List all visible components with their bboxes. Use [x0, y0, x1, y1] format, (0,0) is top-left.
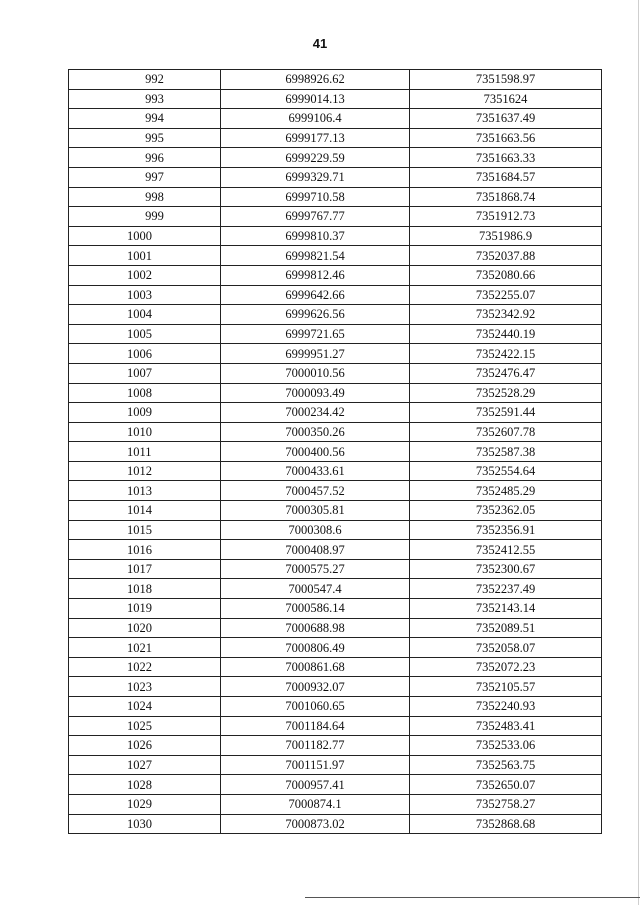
- x-coordinate-cell: 7000305.81: [221, 501, 410, 521]
- point-number-cell: 1009: [69, 403, 221, 423]
- table-row: [69, 579, 602, 599]
- y-coordinate-cell: 7351624: [410, 89, 602, 109]
- x-coordinate-cell: 6999626.56: [221, 305, 410, 325]
- x-coordinate-cell: 7000547.4: [221, 579, 410, 599]
- x-coordinate-cell: 7001184.64: [221, 716, 410, 736]
- y-coordinate-cell: 7352533.06: [410, 736, 602, 756]
- point-number-cell: 1028: [69, 775, 221, 795]
- table-row: [69, 207, 602, 227]
- table-row: [69, 167, 602, 187]
- table-row: [69, 794, 602, 814]
- x-coordinate-cell: 7000932.07: [221, 677, 410, 697]
- x-coordinate-cell: 6999821.54: [221, 246, 410, 266]
- y-coordinate-cell: 7352587.38: [410, 442, 602, 462]
- table-row: [69, 324, 602, 344]
- y-coordinate-cell: 7352255.07: [410, 285, 602, 305]
- point-number-cell: 1012: [69, 461, 221, 481]
- table-row: [69, 403, 602, 423]
- y-coordinate-cell: 7352143.14: [410, 599, 602, 619]
- x-coordinate-cell: 7000874.1: [221, 794, 410, 814]
- point-number-cell: 1029: [69, 794, 221, 814]
- table-row: [69, 814, 602, 834]
- point-number-cell: 993: [69, 89, 221, 109]
- point-number-cell: 1001: [69, 246, 221, 266]
- x-coordinate-cell: 6999951.27: [221, 344, 410, 364]
- y-coordinate-cell: 7352058.07: [410, 638, 602, 658]
- point-number-cell: 999: [69, 207, 221, 227]
- y-coordinate-cell: 7352440.19: [410, 324, 602, 344]
- point-number-cell: 1000: [69, 226, 221, 246]
- table-row: [69, 716, 602, 736]
- point-number-cell: 1030: [69, 814, 221, 834]
- point-number-cell: 1003: [69, 285, 221, 305]
- y-coordinate-cell: 7352072.23: [410, 657, 602, 677]
- y-coordinate-cell: 7351598.97: [410, 70, 602, 90]
- y-coordinate-cell: 7352483.41: [410, 716, 602, 736]
- x-coordinate-cell: 7000433.61: [221, 461, 410, 481]
- point-number-cell: 1007: [69, 363, 221, 383]
- y-coordinate-cell: 7351684.57: [410, 167, 602, 187]
- point-number-cell: 996: [69, 148, 221, 168]
- y-coordinate-cell: 7351663.56: [410, 128, 602, 148]
- x-coordinate-cell: 7001060.65: [221, 697, 410, 717]
- bottom-rule: [305, 897, 640, 898]
- x-coordinate-cell: 7000350.26: [221, 422, 410, 442]
- y-coordinate-cell: 7352037.88: [410, 246, 602, 266]
- y-coordinate-cell: 7352080.66: [410, 265, 602, 285]
- table-row: [69, 677, 602, 697]
- page-edge: [638, 0, 639, 905]
- x-coordinate-cell: 6999810.37: [221, 226, 410, 246]
- y-coordinate-cell: 7352528.29: [410, 383, 602, 403]
- point-number-cell: 1019: [69, 599, 221, 619]
- table-row: [69, 599, 602, 619]
- point-number-cell: 1002: [69, 265, 221, 285]
- table-row: [69, 442, 602, 462]
- y-coordinate-cell: 7352422.15: [410, 344, 602, 364]
- table-row: [69, 109, 602, 129]
- y-coordinate-cell: 7352554.64: [410, 461, 602, 481]
- x-coordinate-cell: 6999014.13: [221, 89, 410, 109]
- y-coordinate-cell: 7352237.49: [410, 579, 602, 599]
- x-coordinate-cell: 6999721.65: [221, 324, 410, 344]
- point-number-cell: 1011: [69, 442, 221, 462]
- point-number-cell: 1018: [69, 579, 221, 599]
- table-row: [69, 422, 602, 442]
- table-row: [69, 755, 602, 775]
- x-coordinate-cell: 6999642.66: [221, 285, 410, 305]
- x-coordinate-cell: 7000806.49: [221, 638, 410, 658]
- point-number-cell: 1017: [69, 559, 221, 579]
- point-number-cell: 1013: [69, 481, 221, 501]
- point-number-cell: 1016: [69, 540, 221, 560]
- point-number-cell: 1020: [69, 618, 221, 638]
- table-row: [69, 363, 602, 383]
- table-row: [69, 559, 602, 579]
- point-number-cell: 1025: [69, 716, 221, 736]
- point-number-cell: 1015: [69, 520, 221, 540]
- y-coordinate-cell: 7352868.68: [410, 814, 602, 834]
- x-coordinate-cell: 7000586.14: [221, 599, 410, 619]
- x-coordinate-cell: 7000688.98: [221, 618, 410, 638]
- table-row: [69, 481, 602, 501]
- x-coordinate-cell: 7000873.02: [221, 814, 410, 834]
- y-coordinate-cell: 7352591.44: [410, 403, 602, 423]
- x-coordinate-cell: 7000234.42: [221, 403, 410, 423]
- table-row: [69, 540, 602, 560]
- x-coordinate-cell: 7000308.6: [221, 520, 410, 540]
- y-coordinate-cell: 7352650.07: [410, 775, 602, 795]
- table-row: [69, 618, 602, 638]
- y-coordinate-cell: 7352342.92: [410, 305, 602, 325]
- x-coordinate-cell: 6999767.77: [221, 207, 410, 227]
- table-row: [69, 344, 602, 364]
- y-coordinate-cell: 7352563.75: [410, 755, 602, 775]
- x-coordinate-cell: 6999229.59: [221, 148, 410, 168]
- y-coordinate-cell: 7352356.91: [410, 520, 602, 540]
- page-number: 41: [312, 36, 328, 51]
- table-row: [69, 285, 602, 305]
- table-row: [69, 265, 602, 285]
- x-coordinate-cell: 6999329.71: [221, 167, 410, 187]
- y-coordinate-cell: 7351637.49: [410, 109, 602, 129]
- y-coordinate-cell: 7351986.9: [410, 226, 602, 246]
- x-coordinate-cell: 6999710.58: [221, 187, 410, 207]
- y-coordinate-cell: 7352485.29: [410, 481, 602, 501]
- table-row: [69, 305, 602, 325]
- table-row: [69, 89, 602, 109]
- x-coordinate-cell: 7001182.77: [221, 736, 410, 756]
- table-row: [69, 501, 602, 521]
- x-coordinate-cell: 6999812.46: [221, 265, 410, 285]
- table-row: [69, 520, 602, 540]
- point-number-cell: 1026: [69, 736, 221, 756]
- table-row: [69, 128, 602, 148]
- table-row: [69, 638, 602, 658]
- x-coordinate-cell: 7000093.49: [221, 383, 410, 403]
- x-coordinate-cell: 7000010.56: [221, 363, 410, 383]
- point-number-cell: 1005: [69, 324, 221, 344]
- x-coordinate-cell: 6999106.4: [221, 109, 410, 129]
- point-number-cell: 1004: [69, 305, 221, 325]
- point-number-cell: 1006: [69, 344, 221, 364]
- coordinates-table-body: [69, 70, 602, 834]
- x-coordinate-cell: 7000400.56: [221, 442, 410, 462]
- y-coordinate-cell: 7352089.51: [410, 618, 602, 638]
- y-coordinate-cell: 7351912.73: [410, 207, 602, 227]
- table-row: [69, 383, 602, 403]
- y-coordinate-cell: 7352300.67: [410, 559, 602, 579]
- point-number-cell: 992: [69, 70, 221, 90]
- point-number-cell: 1008: [69, 383, 221, 403]
- y-coordinate-cell: 7351868.74: [410, 187, 602, 207]
- table-row: [69, 775, 602, 795]
- x-coordinate-cell: 6998926.62: [221, 70, 410, 90]
- y-coordinate-cell: 7351663.33: [410, 148, 602, 168]
- point-number-cell: 994: [69, 109, 221, 129]
- x-coordinate-cell: 7000575.27: [221, 559, 410, 579]
- coordinates-table: [68, 69, 602, 834]
- point-number-cell: 1027: [69, 755, 221, 775]
- y-coordinate-cell: 7352758.27: [410, 794, 602, 814]
- y-coordinate-cell: 7352476.47: [410, 363, 602, 383]
- y-coordinate-cell: 7352607.78: [410, 422, 602, 442]
- x-coordinate-cell: 7000457.52: [221, 481, 410, 501]
- x-coordinate-cell: 7001151.97: [221, 755, 410, 775]
- x-coordinate-cell: 7000957.41: [221, 775, 410, 795]
- table-row: [69, 187, 602, 207]
- table-row: [69, 697, 602, 717]
- point-number-cell: 997: [69, 167, 221, 187]
- y-coordinate-cell: 7352105.57: [410, 677, 602, 697]
- point-number-cell: 1024: [69, 697, 221, 717]
- table-row: [69, 246, 602, 266]
- point-number-cell: 1022: [69, 657, 221, 677]
- y-coordinate-cell: 7352412.55: [410, 540, 602, 560]
- table-row: [69, 736, 602, 756]
- point-number-cell: 1010: [69, 422, 221, 442]
- y-coordinate-cell: 7352240.93: [410, 697, 602, 717]
- point-number-cell: 1021: [69, 638, 221, 658]
- table-row: [69, 461, 602, 481]
- point-number-cell: 995: [69, 128, 221, 148]
- x-coordinate-cell: 7000408.97: [221, 540, 410, 560]
- x-coordinate-cell: 7000861.68: [221, 657, 410, 677]
- table-row: [69, 148, 602, 168]
- table-row: [69, 226, 602, 246]
- point-number-cell: 1023: [69, 677, 221, 697]
- point-number-cell: 998: [69, 187, 221, 207]
- table-row: [69, 70, 602, 90]
- table-row: [69, 657, 602, 677]
- point-number-cell: 1014: [69, 501, 221, 521]
- y-coordinate-cell: 7352362.05: [410, 501, 602, 521]
- x-coordinate-cell: 6999177.13: [221, 128, 410, 148]
